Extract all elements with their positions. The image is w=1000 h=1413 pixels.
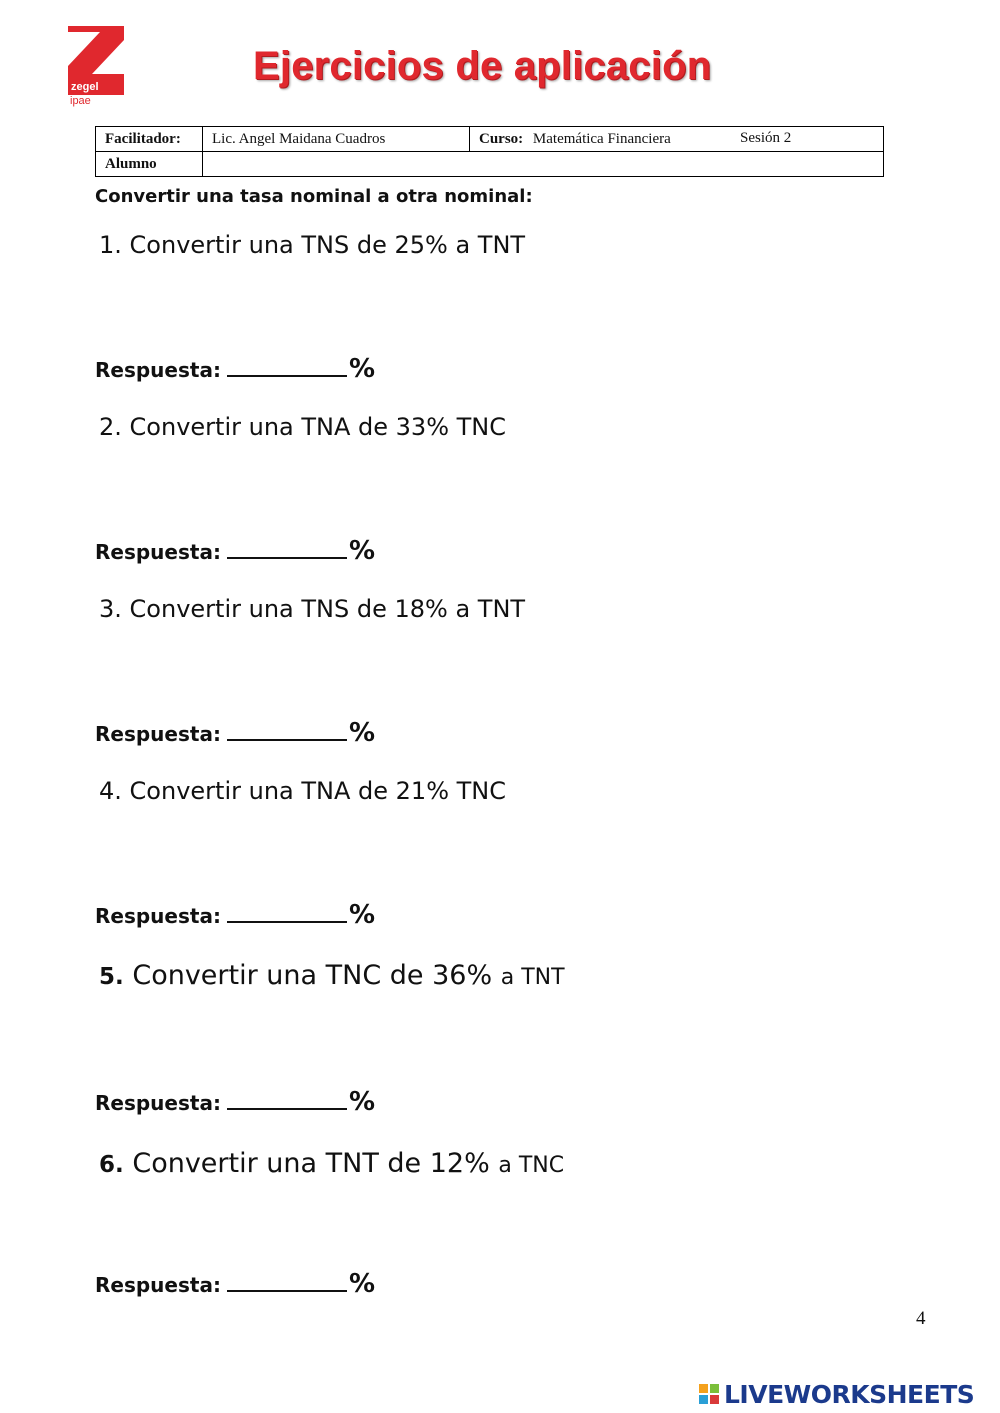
- percent-sign: %: [348, 900, 376, 930]
- percent-sign: %: [348, 1087, 376, 1117]
- section-subtitle: Convertir una tasa nominal a otra nominal:: [95, 186, 533, 207]
- header-info-table: [95, 126, 884, 177]
- exercise-text: Convertir una TNC de 36%: [132, 960, 493, 991]
- percent-sign: %: [348, 354, 376, 384]
- answer-label: Respuesta:: [95, 1273, 221, 1297]
- zegel-ipae-logo: [66, 24, 126, 108]
- answer-blank-1[interactable]: [227, 357, 347, 377]
- exercise-text: Convertir una TNA de 21% TNC: [129, 777, 506, 805]
- answer-label: Respuesta:: [95, 540, 221, 564]
- answer-4: [95, 900, 375, 930]
- logo-sub-text: ipae: [70, 95, 91, 107]
- answer-blank-6[interactable]: [227, 1272, 347, 1292]
- exercise-number: 2.: [99, 413, 122, 441]
- course-cell: [470, 127, 884, 152]
- exercise-text: Convertir una TNS de 18% a TNT: [129, 595, 526, 623]
- answer-label: Respuesta:: [95, 1091, 221, 1115]
- exercise-text: Convertir una TNA de 33% TNC: [129, 413, 506, 441]
- liveworksheets-text: LIVEWORKSHEETS: [724, 1379, 975, 1409]
- course-value: Matemática Financiera: [532, 130, 671, 147]
- answer-blank-2[interactable]: [227, 539, 347, 559]
- student-name-field[interactable]: [203, 152, 884, 177]
- exercise-text: Convertir una TNS de 25% a TNT: [129, 231, 526, 259]
- answer-5: [95, 1087, 375, 1117]
- answer-1: [95, 354, 375, 384]
- page-number: 4: [916, 1308, 926, 1329]
- student-label: Alumno: [96, 152, 203, 177]
- page-title: Ejercicios de aplicación: [253, 44, 712, 88]
- answer-label: Respuesta:: [95, 904, 221, 928]
- logo-brand-text: zegel: [68, 80, 124, 95]
- exercise-number: 1.: [99, 231, 122, 259]
- zegel-z-icon: [66, 24, 126, 80]
- answer-blank-3[interactable]: [227, 721, 347, 741]
- course-label: Curso:: [479, 130, 524, 147]
- answer-2: [95, 536, 375, 566]
- exercise-tail: a TNT: [500, 965, 565, 990]
- liveworksheets-watermark: [698, 1379, 974, 1409]
- exercise-text: Convertir una TNT de 12%: [132, 1148, 490, 1179]
- exercise-4: [99, 777, 506, 805]
- exercise-number: 5.: [99, 964, 124, 990]
- exercise-5: [99, 960, 565, 991]
- info-row-student: [96, 152, 884, 177]
- facilitator-value: Lic. Angel Maidana Cuadros: [203, 127, 470, 152]
- answer-6: [95, 1269, 375, 1299]
- answer-label: Respuesta:: [95, 358, 221, 382]
- exercise-3: [99, 595, 525, 623]
- percent-sign: %: [348, 718, 376, 748]
- exercise-2: [99, 413, 506, 441]
- exercise-number: 3.: [99, 595, 122, 623]
- liveworksheets-icon: [698, 1383, 720, 1405]
- percent-sign: %: [348, 536, 376, 566]
- facilitator-label: Facilitador:: [96, 127, 203, 152]
- answer-blank-4[interactable]: [227, 903, 347, 923]
- exercise-6: [99, 1148, 564, 1179]
- exercise-number: 6.: [99, 1152, 124, 1178]
- exercise-1: [99, 231, 525, 259]
- exercise-tail: a TNC: [498, 1153, 565, 1178]
- info-row-facilitator: [96, 127, 884, 152]
- exercise-number: 4.: [99, 777, 122, 805]
- answer-3: [95, 718, 375, 748]
- answer-blank-5[interactable]: [227, 1090, 347, 1110]
- session-label: Sesión 2: [740, 130, 792, 146]
- answer-label: Respuesta:: [95, 722, 221, 746]
- percent-sign: %: [348, 1269, 376, 1299]
